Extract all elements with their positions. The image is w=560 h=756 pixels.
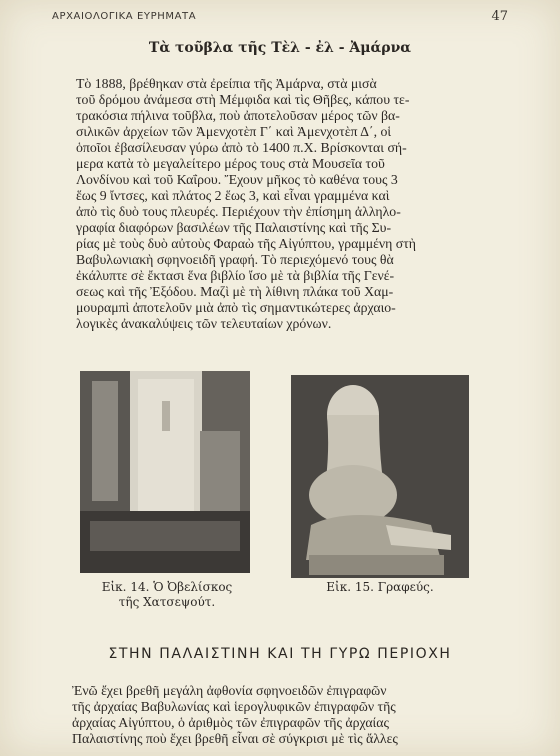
paragraph-line: Ἐνῶ ἔχει βρεθῆ μεγάλη ἀφθονία σφηνοειδῶν ἐπιγραφῶν [72, 683, 387, 698]
section-heading: ΣΤΗΝ ΠΑΛΑΙΣΤΙΝΗ ΚΑΙ ΤΗ ΓΥΡΩ ΠΕΡΙΟΧΗ [108, 646, 452, 662]
paragraph-line: λογικὲς ἀνακαλύψεις τῶν τελευταίων χρόνων. [76, 316, 332, 331]
paragraph-line: ἐκάλυπτε σὲ ἔκτασι ἕνα βιβλίο ἴσο μὲ τὰ βιβλία τῆς Γενέ- [76, 268, 395, 283]
paragraph-line: τοῦ δρόμου ἀνάμεσα στὴ Μέμφιδα καὶ τὶς Θῆβες, κάπου τε- [76, 92, 410, 107]
paragraph-line: μουραμπὶ ἀποτελοῦν μιὰ ἀπὸ τὶς σημαντικώτερες ἀρχαιο- [76, 300, 396, 315]
paragraph-line: ἀπὸ τὶς δυὸ τους πλευρές. Περιέχουν τὴν ἐπίσημη ἀλληλο- [76, 204, 401, 219]
paragraph-line: Βαβυλωνιακὴ σφηνοειδῆ γραφή. Τὸ περιεχόμενό τους θὰ [76, 252, 394, 267]
figure-14-caption: Εἰκ. 14. Ὁ Ὀβελίσκος τῆς Χατσεψούτ. [101, 580, 233, 609]
page-number: 47 [491, 9, 508, 24]
section-paragraph [72, 683, 502, 747]
seated-scribe-photo [291, 375, 469, 578]
paragraph-line: σιλικῶν ἀρχείων τῶν Ἀμενχοτὲπ Γ΄ καὶ Ἀμενχοτὲπ Δ΄, οἱ [76, 124, 392, 139]
article-paragraph [76, 76, 500, 332]
paragraph-line: ἕως 9 ἴντσες, καὶ πλάτος 2 ἕως 3, καὶ εἶναι γραμμένα καὶ [76, 188, 390, 203]
paragraph-line: σεως καὶ τῆς Ἐξόδου. Μαζὶ μὲ τὴ λίθινη πλάκα τοῦ Χαμ- [76, 284, 394, 299]
obelisk-photo [80, 371, 250, 573]
paragraph-line: γραφία διαφόρων βασιλέων τῆς Παλαιστίνης καὶ τῆς Συ- [76, 220, 392, 235]
paragraph-line: μερα κατὰ τὸ μεγαλείτερο μέρος τους στὰ Μουσεῖα τοῦ [76, 156, 385, 171]
article-title: Τὰ τοῦβλα τῆς Τὲλ - ἐλ - Ἀμάρνα [148, 40, 412, 56]
paragraph-line: Τὸ 1888, βρέθηκαν στὰ ἐρείπια τῆς Ἀμάρνα, στὰ μισὰ [76, 76, 377, 91]
paragraph-line: τρακόσια πήλινα τοῦβλα, ποὺ ἀποτελοῦσαν μέρος τῶν βα- [76, 108, 400, 123]
paragraph-line: Παλαιστίνης ποὺ ἔχει βρεθῆ εἶναι σὲ σύγκρισι μὲ τὶς ἄλλες [72, 731, 398, 746]
running-head: ΑΡΧΑΙΟΛΟΓΙΚΑ ΕΥΡΗΜΑΤΑ [52, 11, 197, 22]
figure-15-caption: Εἰκ. 15. Γραφεύς. [326, 580, 434, 594]
paragraph-line: ὁποῖοι ἐβασίλευσαν γύρω ἀπὸ τὸ 1400 π.Χ. Βρίσκονται σή- [76, 140, 407, 155]
paragraph-line: τῆς ἀρχαίας Βαβυλωνίας καὶ ἱερογλυφικῶν ἐπιγραφῶν τῆς [72, 699, 396, 714]
paragraph-line: ἀρχαίας Αἰγύπτου, ὁ ἀριθμὸς τῶν ἐπιγραφῶν τῆς ἀρχαίας [72, 715, 389, 730]
paragraph-line: Λονδίνου καὶ τοῦ Καΐρου. Ἔχουν μῆκος τὸ καθένα τους 3 [76, 172, 398, 187]
paragraph-line: ρίας μὲ τοὺς δυὸ αὐτοὺς Φαραὼ τῆς Αἰγύπτου, γραμμένη στὴ [76, 236, 416, 251]
